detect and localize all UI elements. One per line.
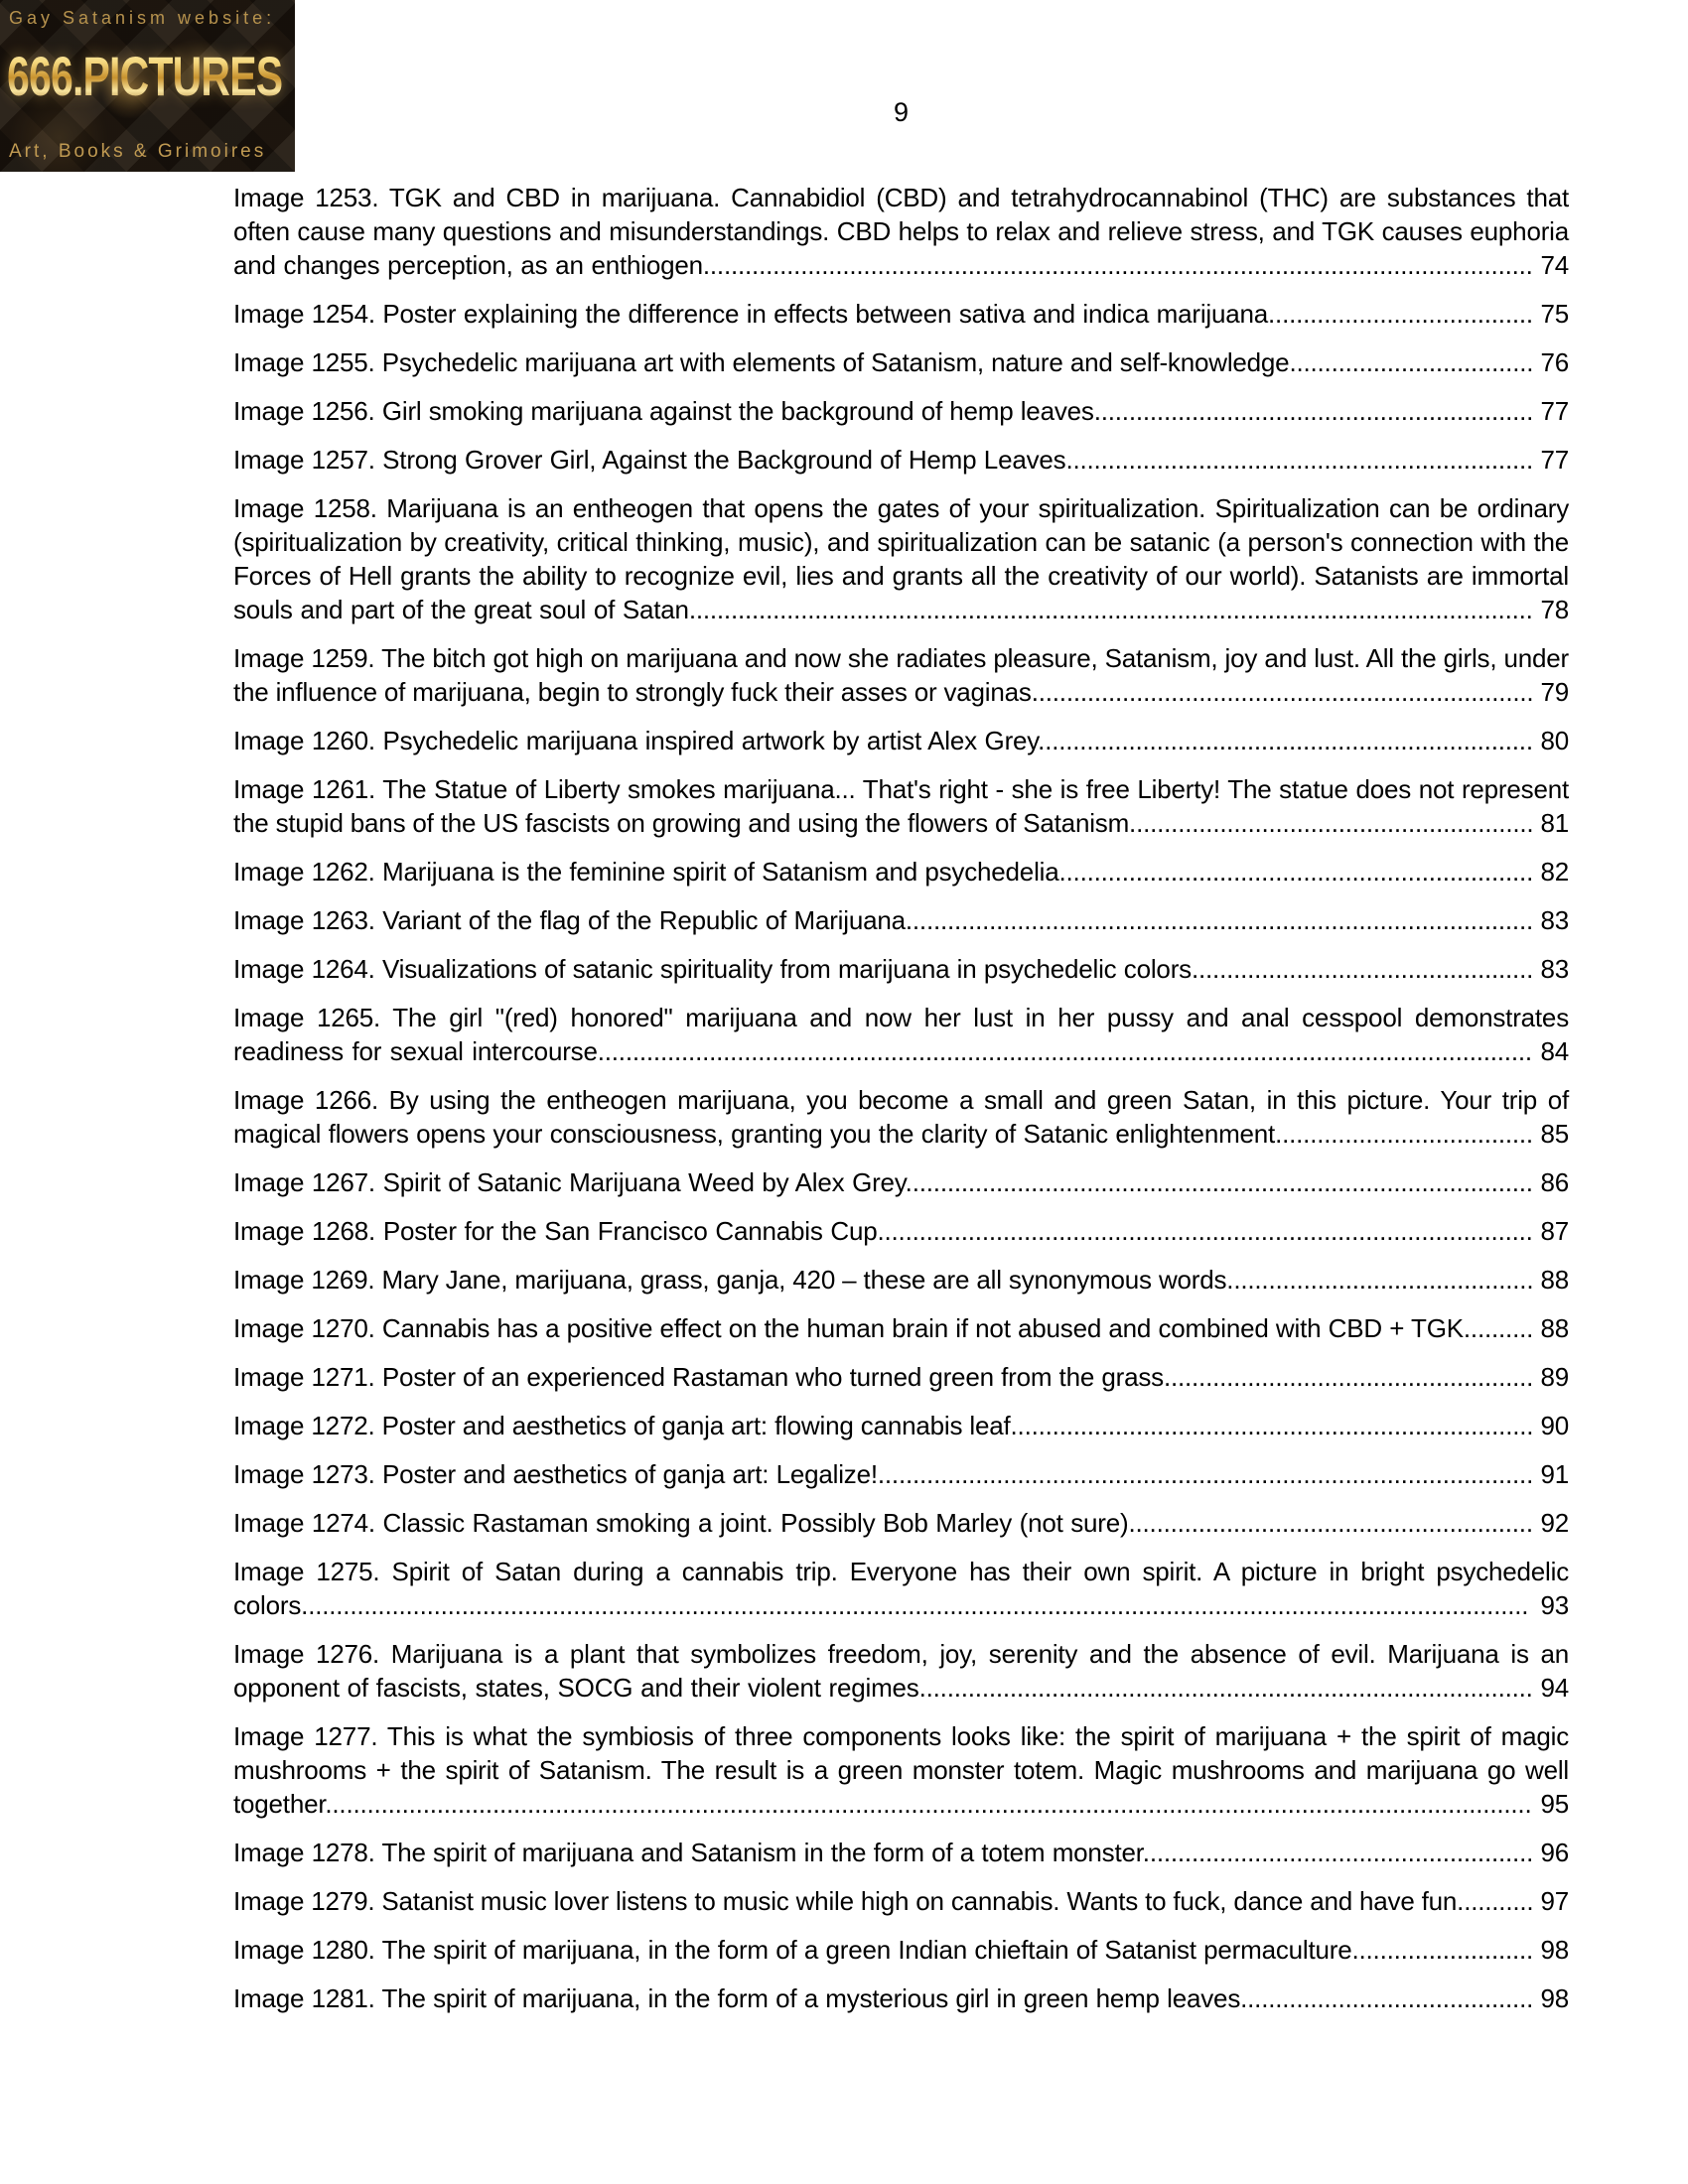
toc-entry[interactable] xyxy=(233,181,1569,282)
toc-entry[interactable] xyxy=(233,394,1569,428)
toc-entry[interactable] xyxy=(233,1457,1569,1491)
toc-entry[interactable] xyxy=(233,1637,1569,1705)
toc-entry-page: 88 xyxy=(1540,1265,1569,1295)
toc-entry[interactable] xyxy=(233,1884,1569,1918)
toc-entry-page: 91 xyxy=(1540,1459,1569,1489)
dot-leader: ..................................................... xyxy=(1163,1362,1534,1392)
dot-leader: .......................................................... xyxy=(1128,1508,1533,1538)
toc-entry-page: 83 xyxy=(1540,905,1569,935)
logo-tagline-top: Gay Satanism website: xyxy=(9,8,276,28)
toc-entry-page: 82 xyxy=(1540,857,1569,887)
toc-entry-page: 85 xyxy=(1540,1119,1569,1149)
dot-leader: ...................................... xyxy=(1268,299,1533,329)
toc-entry-page: 98 xyxy=(1540,1983,1569,2013)
toc-entry-text: Image 1272. Poster and aesthetics of ganja art: flowing cannabis leaf. xyxy=(233,1411,1018,1440)
toc-entry-text: Image 1280. The spirit of marijuana, in the form of a green Indian chieftain of Satanist permaculture xyxy=(233,1935,1352,1965)
dot-leader: ......................................................................................................................... xyxy=(688,595,1533,624)
toc-entry-page: 77 xyxy=(1540,445,1569,475)
toc-entry[interactable] xyxy=(233,772,1569,840)
dot-leader: .......... xyxy=(1463,1313,1534,1343)
toc-entry[interactable] xyxy=(233,1214,1569,1248)
dot-leader: ................................... xyxy=(1289,347,1534,377)
dot-leader: .......................................................................................... xyxy=(905,905,1534,935)
dot-leader: ............................................................................................................................................................................. xyxy=(325,1789,1532,1819)
toc-entry[interactable] xyxy=(233,1506,1569,1540)
toc-entry-text: Image 1274. Classic Rastaman smoking a joint. Possibly Bob Marley (not sure) xyxy=(233,1508,1129,1538)
toc-entry-page: 94 xyxy=(1540,1673,1569,1703)
toc-entry-page: 87 xyxy=(1540,1216,1569,1246)
page-number: 9 xyxy=(893,97,910,127)
toc-entry-page: 74 xyxy=(1540,250,1569,280)
toc-entry-text: Image 1253. TGK and CBD in marijuana. Cannabidiol (CBD) and tetrahydrocannabinol (THC) are substances that often cause many questions and misunderstandings. CBD helps to relax and relieve stress, and TGK causes euphoria and changes perception, as an enthiogen xyxy=(233,183,1569,280)
dot-leader: ................................................. xyxy=(1191,954,1534,984)
toc-entry-text: Image 1256. Girl smoking marijuana against the background of hemp leaves xyxy=(233,396,1094,426)
toc-entry-text: Image 1275. Spirit of Satan during a cannabis trip. Everyone has their own spirit. A picture in bright psychedelic colors. xyxy=(233,1557,1569,1620)
logo-title: 666.PICTURES xyxy=(7,45,283,108)
toc-entry[interactable] xyxy=(233,443,1569,477)
toc-entry-page: 78 xyxy=(1540,595,1569,624)
toc-entry-page: 89 xyxy=(1540,1362,1569,1392)
toc-entry-page: 86 xyxy=(1540,1167,1569,1197)
toc-entry-page: 83 xyxy=(1540,954,1569,984)
toc-entry-text: Image 1270. Cannabis has a positive effect on the human brain if not abused and combined with CBD + TGK xyxy=(233,1313,1464,1343)
dot-leader: .......................................................................... xyxy=(1017,1411,1534,1440)
toc-entry-text: Image 1255. Psychedelic marijuana art with elements of Satanism, nature and self-knowledge xyxy=(233,347,1290,377)
toc-entry-text: Image 1264. Visualizations of satanic spirituality from marijuana in psychedelic colors xyxy=(233,954,1192,984)
toc-entry[interactable] xyxy=(233,641,1569,709)
dot-leader: .......................................... xyxy=(1240,1983,1534,2013)
toc-entry-text: Image 1269. Mary Jane, marijuana, grass, ganja, 420 – these are all synonymous words. xyxy=(233,1265,1234,1295)
toc-entry[interactable] xyxy=(233,1083,1569,1151)
toc-entry-page: 79 xyxy=(1540,677,1570,707)
toc-entry-page: 96 xyxy=(1540,1838,1569,1867)
toc-entry[interactable] xyxy=(233,345,1569,379)
dot-leader: ........................................... xyxy=(1233,1265,1534,1295)
toc-entry[interactable] xyxy=(233,297,1569,331)
toc-entry-text: Image 1279. Satanist music lover listens to music while high on cannabis. Wants to fuck, dance and have fun. xyxy=(233,1886,1465,1916)
toc-entry-page: 92 xyxy=(1540,1508,1569,1538)
toc-entry-text: Image 1258. Marijuana is an entheogen that opens the gates of your spiritualization. Spiritualization can be ordinary (spiritualization by creativity, critical thinking, music), and spiritualization can be satanic (a person's connection with the Forces of Hell grants the ability to recognize evil, lies and grants all the creativity of our world). Satanists are immortal souls and part of the great soul of Satan xyxy=(233,493,1569,624)
toc-entry-page: 76 xyxy=(1540,347,1569,377)
dot-leader: ...................................................................................................................................... xyxy=(597,1036,1532,1066)
dot-leader: .................................... xyxy=(1282,1119,1533,1149)
toc-entry-text: Image 1260. Psychedelic marijuana inspired artwork by artist Alex Grey. xyxy=(233,726,1046,755)
toc-entry[interactable] xyxy=(233,1719,1569,1821)
toc-entry[interactable] xyxy=(233,903,1569,937)
toc-entry[interactable] xyxy=(233,724,1569,757)
toc-entry-text: Image 1277. This is what the symbiosis of three components looks like: the spirit of marijuana + the spirit of magic mushrooms + the spirit of Satanism. The result is a green monster totem. Magic mushrooms and marijuana go well together xyxy=(233,1721,1569,1819)
toc-entry[interactable] xyxy=(233,1311,1569,1345)
dot-leader: ............................................................... xyxy=(1093,396,1534,426)
dot-leader: ......................................................... xyxy=(1136,808,1534,838)
toc-entry-text: Image 1254. Poster explaining the difference in effects between sativa and indica marijuana xyxy=(233,299,1269,329)
toc-entry-page: 77 xyxy=(1540,396,1569,426)
toc-entry-page: 80 xyxy=(1540,726,1569,755)
toc-entry[interactable] xyxy=(233,1836,1569,1869)
toc-entry-text: Image 1263. Variant of the flag of the Republic of Marijuana xyxy=(233,905,906,935)
toc-entry-text: Image 1267. Spirit of Satanic Marijuana Weed by Alex Grey. xyxy=(233,1167,913,1197)
toc-entry[interactable] xyxy=(233,1933,1569,1967)
toc-entry[interactable] xyxy=(233,1165,1569,1199)
toc-list xyxy=(233,181,1569,2030)
toc-entry-text: Image 1278. The spirit of marijuana and Satanism in the form of a totem monster. xyxy=(233,1838,1150,1867)
toc-entry-page: 98 xyxy=(1540,1935,1569,1965)
toc-entry[interactable] xyxy=(233,1409,1569,1442)
toc-entry[interactable] xyxy=(233,1263,1569,1297)
toc-entry-text: Image 1257. Strong Grover Girl, Against the Background of Hemp Leaves xyxy=(233,445,1066,475)
toc-entry-page: 93 xyxy=(1540,1590,1569,1620)
dot-leader: ............................................................................................. xyxy=(884,1216,1533,1246)
toc-entry-page: 88 xyxy=(1540,1313,1569,1343)
site-logo xyxy=(0,0,295,172)
toc-entry[interactable] xyxy=(233,1001,1569,1068)
toc-entry[interactable] xyxy=(233,1360,1569,1394)
dot-leader: ................................................................... xyxy=(1065,857,1534,887)
dot-leader: .......... xyxy=(1464,1886,1534,1916)
toc-entry-text: Image 1262. Marijuana is the feminine spirit of Satanism and psychedelia. xyxy=(233,857,1066,887)
toc-entry[interactable] xyxy=(233,952,1569,986)
toc-entry-page: 95 xyxy=(1540,1789,1569,1819)
toc-entry-page: 97 xyxy=(1540,1886,1569,1916)
dot-leader: .......................... xyxy=(1351,1935,1534,1965)
dot-leader: .............................................................................................. xyxy=(877,1459,1534,1489)
toc-entry-text: Image 1271. Poster of an experienced Rastaman who turned green from the grass xyxy=(233,1362,1164,1392)
dot-leader: ....................................................................... xyxy=(1038,677,1534,707)
toc-entry[interactable] xyxy=(233,1555,1569,1622)
toc-entry[interactable] xyxy=(233,1981,1569,2015)
toc-entry-text: Image 1266. By using the entheogen marijuana, you become a small and green Satan, in this picture. Your trip of magical flowers opens your consciousness, granting you the clarity of Satanic enlightenment. xyxy=(233,1085,1569,1149)
toc-entry-page: 75 xyxy=(1540,299,1569,329)
dot-leader: ............................................................................................................................................................................... xyxy=(308,1590,1529,1620)
toc-entry[interactable] xyxy=(233,855,1569,888)
dot-leader: ....................................................................................... xyxy=(925,1673,1533,1703)
dot-leader: ....................................................... xyxy=(1149,1838,1534,1867)
toc-entry[interactable] xyxy=(233,491,1569,626)
toc-entry-text: Image 1276. Marijuana is a plant that symbolizes freedom, joy, serenity and the absence of evil. Marijuana is an opponent of fascists, states, SOCG and their violent regimes. xyxy=(233,1639,1569,1703)
dot-leader: ................................................................... xyxy=(1065,445,1534,475)
dot-leader: ....................................................................................................................... xyxy=(702,250,1533,280)
dot-leader: ......................................................................................... xyxy=(912,1167,1533,1197)
toc-entry-page: 81 xyxy=(1540,808,1569,838)
toc-entry-text: Image 1261. The Statue of Liberty smokes marijuana... That's right - she is free Liberty! The statue does not represent the stupid bans of the US fascists on growing and using the flowers of Satanism. xyxy=(233,774,1569,838)
dot-leader: ...................................................................... xyxy=(1045,726,1533,755)
toc-entry-text: Image 1273. Poster and aesthetics of ganja art: Legalize! xyxy=(233,1459,878,1489)
toc-entry-page: 84 xyxy=(1540,1036,1569,1066)
toc-entry-text: Image 1265. The girl "(red) honored" marijuana and now her lust in her pussy and anal cesspool demonstrates readiness for sexual intercourse xyxy=(233,1003,1569,1066)
toc-entry-text: Image 1268. Poster for the San Francisco Cannabis Cup. xyxy=(233,1216,885,1246)
toc-entry-text: Image 1259. The bitch got high on marijuana and now she radiates pleasure, Satanism, joy and lust. All the girls, under the influence of marijuana, begin to strongly fuck their asses or vaginas. xyxy=(233,643,1569,707)
logo-tagline-bottom: Art, Books & Grimoires xyxy=(9,141,267,162)
toc-entry-page: 90 xyxy=(1540,1411,1569,1440)
toc-entry-text: Image 1281. The spirit of marijuana, in the form of a mysterious girl in green hemp leaves xyxy=(233,1983,1241,2013)
